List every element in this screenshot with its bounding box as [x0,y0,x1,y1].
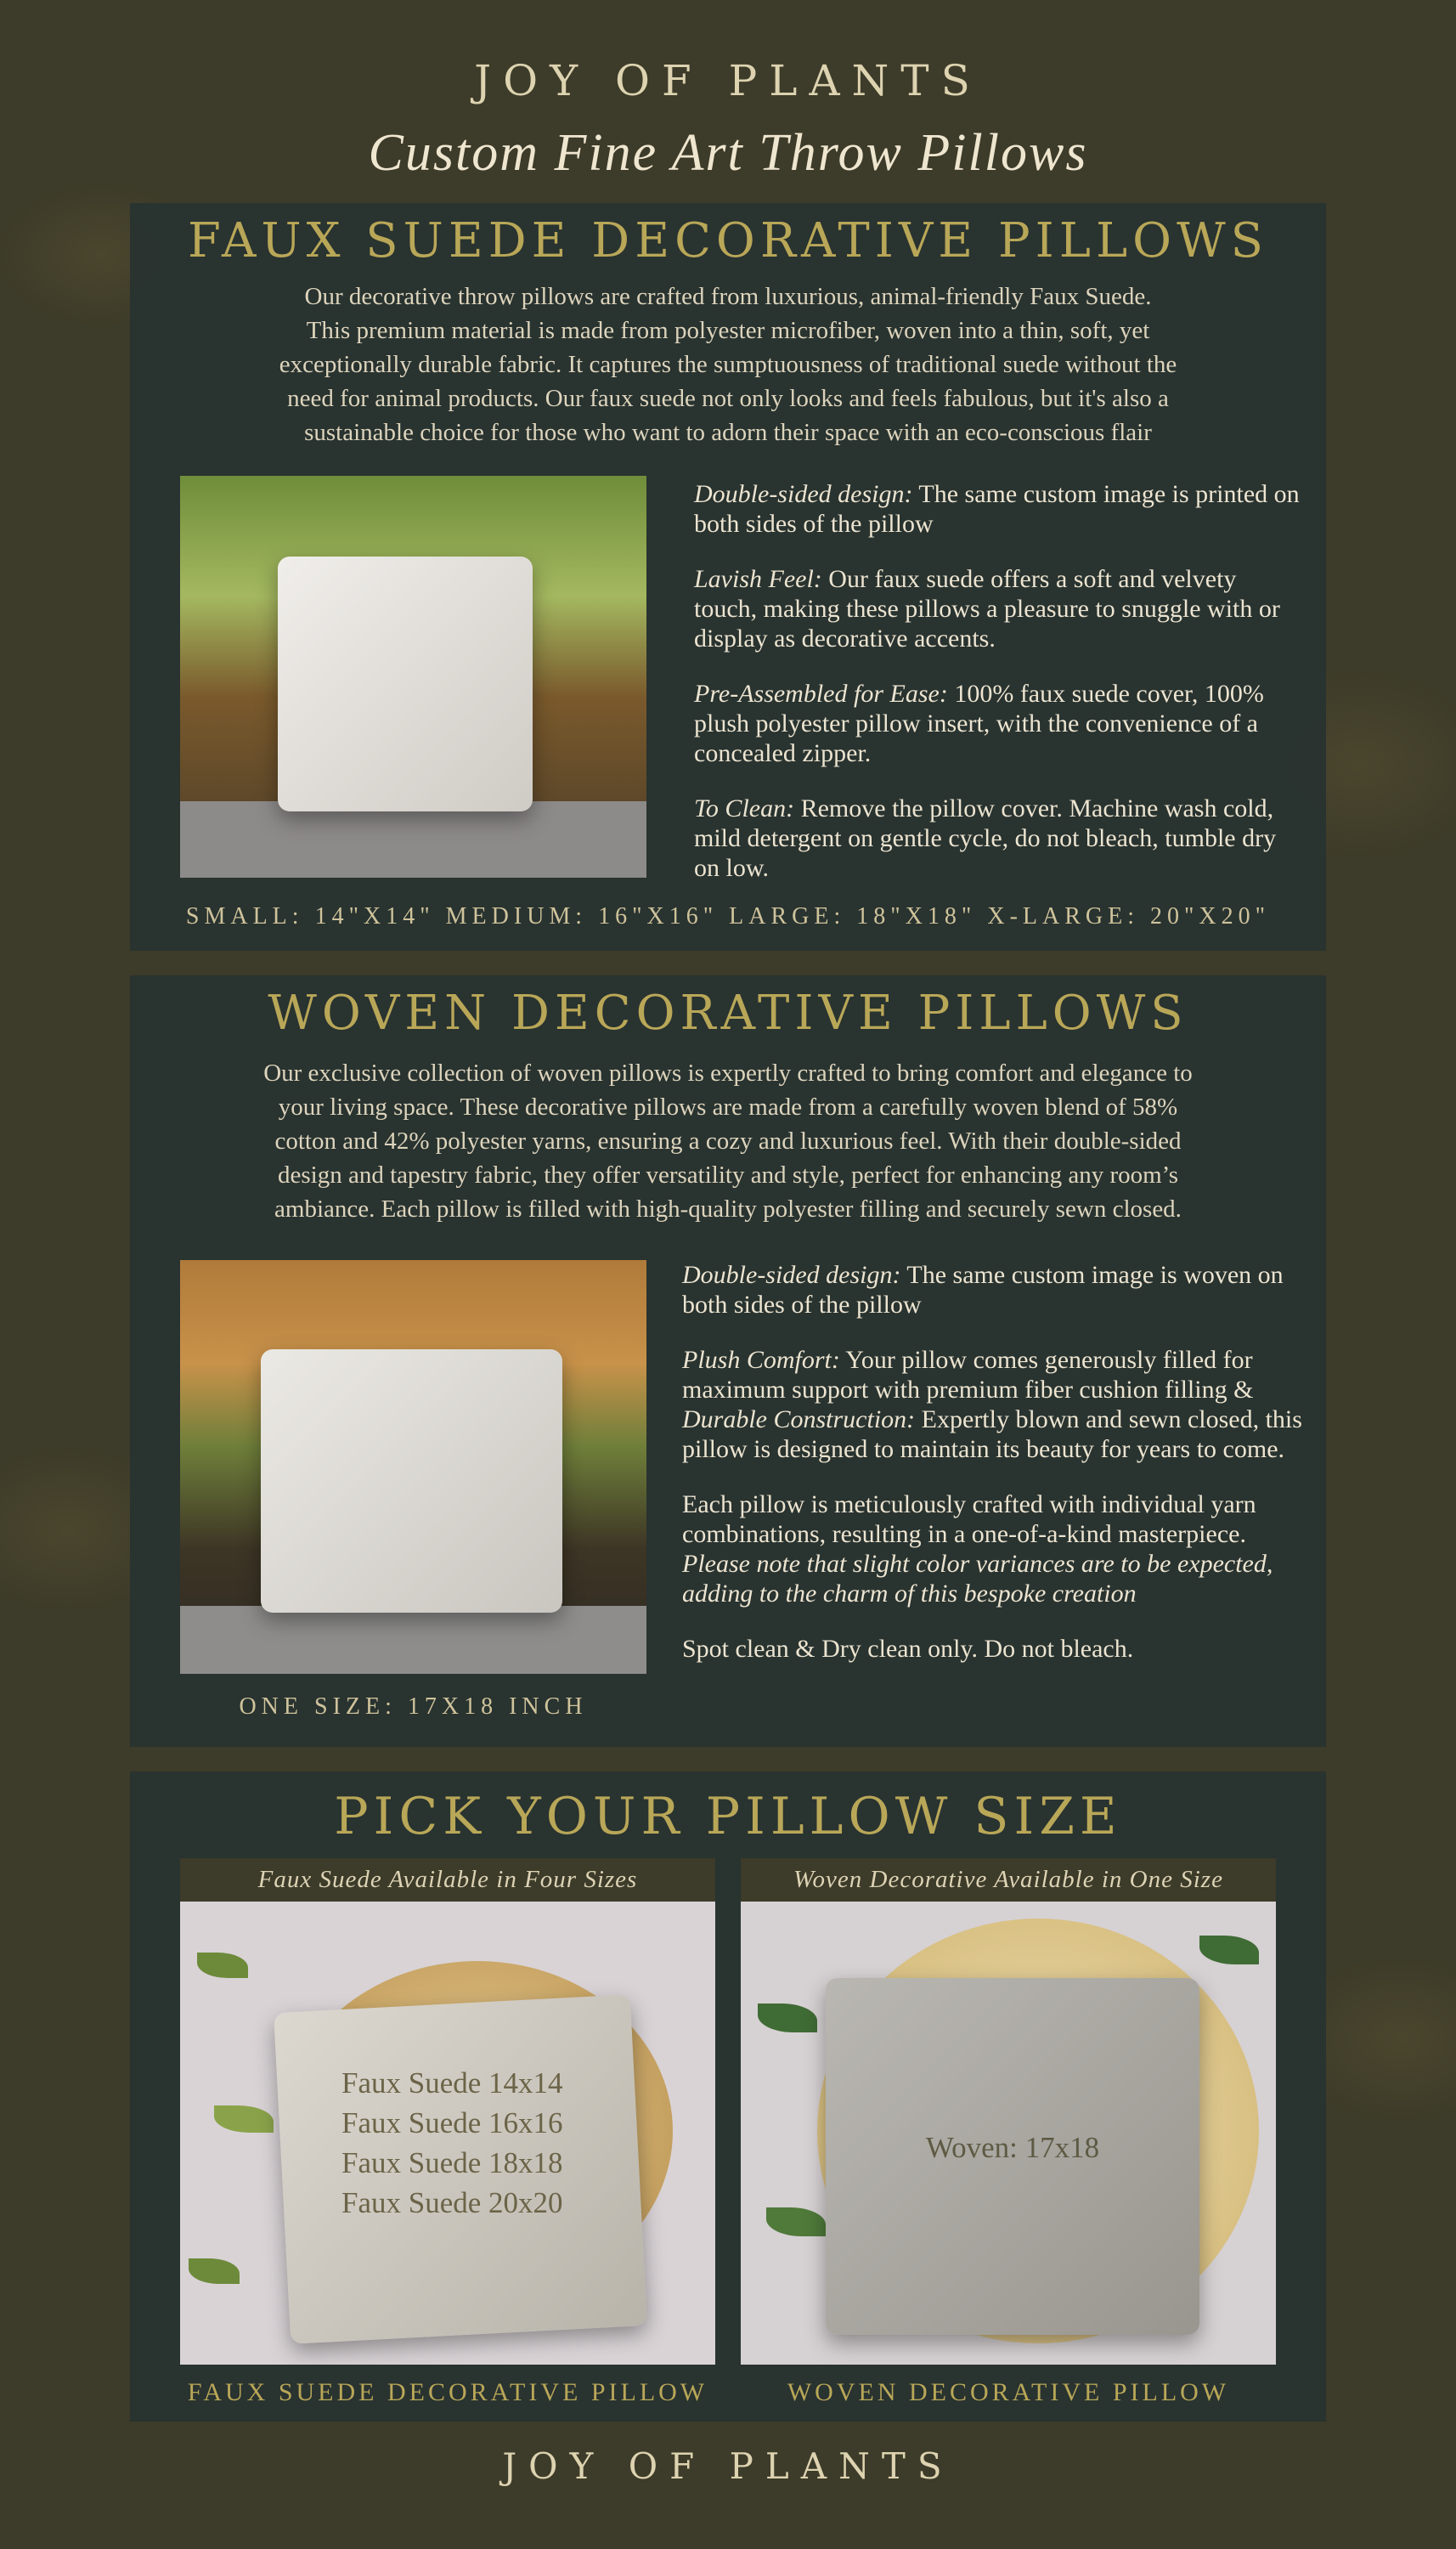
faux-suede-title: FAUX SUEDE DECORATIVE PILLOWS [188,213,1268,268]
faux-suede-header: Faux Suede Available in Four Sizes [180,1858,715,1902]
feature-item: Double-sided design: The same custom image is printed on both sides of the pillow [694,480,1300,538]
woven-caption: WOVEN DECORATIVE PILLOW [787,2378,1230,2406]
faux-suede-photo [180,476,646,878]
woven-size: ONE SIZE: 17X18 INCH [239,1693,588,1720]
faux-suede-size-photo [180,1902,715,2365]
size-label: Faux Suede 20x20 [341,2186,563,2219]
woven-photo [180,1260,646,1674]
faux-suede-panel [130,203,1326,951]
desc-line: your living space. These decorative pillows are made from a carefully woven blend of 58% [278,1094,1178,1121]
desc-line: design and tapestry fabric, they offer versatility and style, perfect for enhancing any room’s [277,1161,1178,1189]
desc-line: cotton and 42% polyester yarns, ensuring a cozy and luxurious feel. With their double-sided [274,1128,1182,1155]
feature-item: Spot clean & Dry clean only. Do not bleach. [682,1635,1134,1663]
desc-line: This premium material is made from polyester microfiber, woven into a thin, soft, yet [306,317,1150,344]
size-label: Faux Suede 14x14 [341,2066,563,2100]
woven-header: Woven Decorative Available in One Size [741,1858,1276,1902]
feature-item: Plush Comfort: Your pillow comes generously filled for maximum support with premium fiber cushion filling & Durable Construction: Expertly blown and sewn closed, this pillow is designed to maintain its beauty for years to come. [682,1346,1302,1463]
woven-description [147,1056,1309,1226]
faux-suede-caption: FAUX SUEDE DECORATIVE PILLOW [187,2378,708,2406]
size-label: Faux Suede 18x18 [341,2146,563,2179]
desc-line: sustainable choice for those who want to adorn their space with an eco-conscious flair [304,419,1152,446]
feature-item: To Clean: Remove the pillow cover. Machine wash cold, mild detergent on gentle cycle, do not bleach, tumble dry on low. [694,794,1277,882]
faux-suede-description [147,280,1309,449]
faux-suede-features [694,479,1306,908]
feature-item: Lavish Feel: Our faux suede offers a soft and velvety touch, making these pillows a pleasure to snuggle with or display as decorative accents. [694,565,1280,653]
brand-title: JOY OF PLANTS [474,56,982,105]
faux-suede-sizes: SMALL: 14"X14" MEDIUM: 16"X16" LARGE: 18"X18" X-LARGE: 20"X20" [185,903,1271,930]
feature-item: Double-sided design: The same custom image is woven on both sides of the pillow [682,1261,1284,1319]
feature-item: Pre-Assembled for Ease: 100% faux suede cover, 100% plush polyester pillow insert, with the convenience of a concealed zipper. [694,680,1264,767]
size-label: Faux Suede 16x16 [341,2106,563,2139]
footer-brand: JOY OF PLANTS [502,2445,954,2487]
desc-line: Our exclusive collection of woven pillows is expertly crafted to bring comfort and elegance to [263,1060,1193,1087]
desc-line: exceptionally durable fabric. It captures the sumptuousness of traditional suede without the [279,351,1177,378]
size-picker-title: PICK YOUR PILLOW SIZE [334,1787,1122,1846]
woven-features [682,1260,1311,1689]
subtitle: Custom Fine Art Throw Pillows [368,124,1088,182]
woven-panel [130,975,1326,1747]
desc-line: ambiance. Each pillow is filled with high-quality polyester filling and securely sewn closed. [274,1195,1182,1223]
woven-size-label: Woven: 17x18 [925,2131,1100,2164]
desc-line: need for animal products. Our faux suede not only looks and feels fabulous, but it's also a [287,385,1169,412]
desc-line: Our decorative throw pillows are crafted from luxurious, animal-friendly Faux Suede. [304,283,1152,310]
woven-size-photo [741,1902,1276,2365]
woven-title: WOVEN DECORATIVE PILLOWS [268,986,1188,1041]
feature-item: Each pillow is meticulously crafted with individual yarn combinations, resulting in a one-of-a-kind masterpiece. Please note that slight color variances are to be expected, adding to the charm of this bespoke creation [682,1490,1273,1608]
size-picker-panel [130,1772,1326,2422]
